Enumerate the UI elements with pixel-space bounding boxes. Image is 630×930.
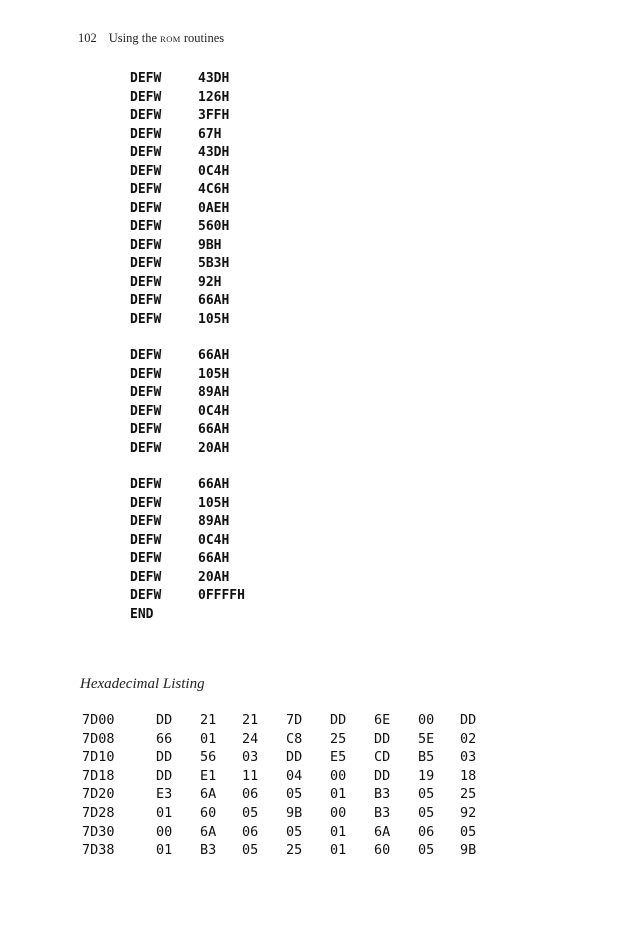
hex-address: 7D00: [82, 712, 115, 728]
code-operand: 66AH: [198, 477, 230, 492]
assembly-block-1: [130, 70, 229, 329]
hex-byte: 60: [374, 842, 391, 859]
hex-byte: B5: [418, 749, 435, 766]
hex-byte: 01: [330, 786, 347, 803]
running-title-smallcaps: ROM: [160, 34, 181, 44]
code-mnemonic: DEFW: [130, 477, 162, 492]
hex-byte: 03: [242, 749, 259, 766]
code-mnemonic: DEFW: [130, 440, 162, 456]
page-number: 102: [78, 31, 97, 45]
hex-byte: 05: [242, 804, 259, 821]
hex-byte: B3: [374, 786, 391, 803]
code-line: [130, 384, 229, 403]
code-mnemonic: END: [130, 606, 154, 622]
hex-byte: 21: [200, 712, 217, 728]
hex-address: 7D10: [82, 749, 115, 766]
hex-byte: DD: [374, 730, 391, 747]
code-line: [130, 569, 245, 588]
hex-byte: 02: [460, 730, 477, 747]
code-operand: 105H: [198, 495, 230, 511]
hex-byte: 05: [418, 842, 435, 859]
code-operand: 126H: [198, 89, 230, 105]
hex-byte: B3: [374, 804, 391, 821]
code-operand: 43DH: [198, 71, 230, 86]
hex-row: [82, 823, 502, 842]
code-mnemonic: DEFW: [130, 495, 162, 511]
code-operand: 105H: [198, 311, 230, 327]
code-operand: 5B3H: [198, 256, 230, 271]
hex-byte: 18: [460, 767, 477, 784]
code-operand: 66AH: [198, 551, 230, 566]
code-line: [130, 347, 229, 366]
hex-byte: DD: [156, 712, 173, 728]
code-operand: 105H: [198, 366, 230, 382]
hex-byte: 01: [200, 730, 217, 747]
code-mnemonic: DEFW: [130, 366, 162, 382]
hex-byte: 06: [242, 786, 259, 803]
code-mnemonic: DEFW: [130, 532, 162, 548]
code-mnemonic: DEFW: [130, 569, 162, 585]
hex-byte: E3: [156, 786, 173, 803]
hex-byte: DD: [156, 749, 173, 766]
hex-byte: B3: [200, 842, 217, 859]
hex-byte: 01: [156, 842, 173, 859]
hex-byte: 05: [242, 842, 259, 859]
code-line: [130, 587, 245, 606]
hex-row: [82, 804, 502, 823]
code-mnemonic: DEFW: [130, 71, 162, 86]
running-title-suffix: routines: [180, 31, 225, 45]
hex-byte: DD: [156, 767, 173, 784]
hex-byte: 01: [156, 804, 173, 821]
code-mnemonic: DEFW: [130, 89, 162, 105]
code-operand: 3FFH: [198, 108, 230, 123]
code-operand: 20AH: [198, 440, 230, 456]
code-mnemonic: DEFW: [130, 293, 162, 308]
code-mnemonic: DEFW: [130, 163, 162, 179]
hex-address: 7D20: [82, 786, 115, 803]
section-heading: Hexadecimal Listing: [80, 676, 205, 692]
code-line: [130, 126, 229, 145]
hex-byte: 66: [156, 730, 173, 747]
code-operand: 0C4H: [198, 532, 230, 548]
assembly-block-2: [130, 347, 229, 458]
code-mnemonic: DEFW: [130, 422, 162, 437]
hex-byte: 05: [286, 786, 303, 803]
code-line: [130, 476, 245, 495]
hex-byte: 01: [330, 842, 347, 859]
hex-byte: DD: [286, 749, 303, 766]
hex-address: 7D38: [82, 842, 115, 859]
code-operand: 66AH: [198, 348, 230, 363]
hex-byte: 05: [418, 786, 435, 803]
hex-byte: 6E: [374, 712, 391, 728]
hex-listing-table: [82, 711, 502, 860]
hex-byte: C8: [286, 730, 303, 747]
code-mnemonic: DEFW: [130, 126, 162, 142]
code-operand: 66AH: [198, 293, 230, 308]
hex-byte: 9B: [460, 842, 477, 859]
hex-byte: 9B: [286, 804, 303, 821]
code-operand: 66AH: [198, 422, 230, 437]
code-operand: 4C6H: [198, 182, 230, 197]
hex-address: 7D30: [82, 823, 115, 840]
hex-byte: 03: [460, 749, 477, 766]
hex-row: [82, 711, 502, 730]
hex-byte: CD: [374, 749, 391, 766]
code-line: [130, 163, 229, 182]
hex-byte: 6A: [200, 786, 217, 803]
hex-byte: 11: [242, 767, 259, 784]
hex-byte: 60: [200, 804, 217, 821]
hex-byte: 25: [460, 786, 477, 803]
hex-byte: E5: [330, 749, 347, 766]
running-title-prefix: Using the: [108, 31, 161, 45]
code-mnemonic: DEFW: [130, 145, 162, 160]
code-operand: 89AH: [198, 385, 230, 400]
code-line: [130, 237, 229, 256]
code-line: [130, 606, 245, 625]
hex-byte: 00: [330, 767, 347, 784]
code-mnemonic: DEFW: [130, 182, 162, 197]
hex-byte: 19: [418, 767, 435, 784]
code-operand: 0FFFFH: [198, 588, 245, 603]
code-operand: 560H: [198, 219, 230, 234]
hex-byte: 7D: [286, 712, 303, 728]
hex-byte: 05: [460, 823, 477, 840]
code-line: [130, 311, 229, 330]
hex-byte: E1: [200, 767, 217, 784]
hex-byte: 24: [242, 730, 259, 747]
hex-row: [82, 785, 502, 804]
hex-byte: 06: [418, 823, 435, 840]
hex-byte: 05: [418, 804, 435, 821]
code-line: [130, 550, 245, 569]
code-operand: 43DH: [198, 145, 230, 160]
hex-byte: 92: [460, 804, 477, 821]
hex-address: 7D08: [82, 730, 115, 747]
code-operand: 9BH: [198, 237, 222, 253]
hex-byte: 01: [330, 823, 347, 840]
hex-byte: 06: [242, 823, 259, 840]
code-operand: 92H: [198, 274, 222, 290]
assembly-block-3: [130, 476, 245, 624]
code-line: [130, 495, 245, 514]
code-operand: 20AH: [198, 569, 230, 585]
code-mnemonic: DEFW: [130, 108, 162, 123]
code-mnemonic: DEFW: [130, 385, 162, 400]
code-operand: 0C4H: [198, 163, 230, 179]
code-mnemonic: DEFW: [130, 256, 162, 271]
hex-byte: 56: [200, 749, 217, 766]
code-line: [130, 255, 229, 274]
code-operand: 0AEH: [198, 200, 230, 216]
code-line: [130, 292, 229, 311]
code-mnemonic: DEFW: [130, 514, 162, 529]
hex-byte: 25: [286, 842, 303, 859]
hex-byte: 5E: [418, 730, 435, 747]
hex-row: [82, 767, 502, 786]
code-operand: 89AH: [198, 514, 230, 529]
hex-address: 7D18: [82, 767, 115, 784]
code-mnemonic: DEFW: [130, 219, 162, 234]
code-line: [130, 403, 229, 422]
code-line: [130, 440, 229, 459]
code-line: [130, 513, 245, 532]
hex-byte: 25: [330, 730, 347, 747]
hex-byte: 00: [156, 823, 173, 840]
code-mnemonic: DEFW: [130, 237, 162, 253]
code-line: [130, 218, 229, 237]
hex-row: [82, 841, 502, 860]
hex-byte: DD: [374, 767, 391, 784]
code-line: [130, 200, 229, 219]
hex-byte: DD: [460, 712, 477, 728]
hex-byte: 04: [286, 767, 303, 784]
hex-address: 7D28: [82, 804, 115, 821]
code-line: [130, 181, 229, 200]
code-line: [130, 366, 229, 385]
code-line: [130, 89, 229, 108]
hex-byte: 21: [242, 712, 259, 728]
hex-byte: 00: [330, 804, 347, 821]
hex-byte: DD: [330, 712, 347, 728]
code-mnemonic: DEFW: [130, 348, 162, 363]
hex-row: [82, 748, 502, 767]
hex-byte: 00: [418, 712, 435, 728]
hex-byte: 6A: [200, 823, 217, 840]
code-mnemonic: DEFW: [130, 588, 162, 603]
code-line: [130, 421, 229, 440]
hex-byte: 6A: [374, 823, 391, 840]
code-line: [130, 532, 245, 551]
code-mnemonic: DEFW: [130, 551, 162, 566]
code-operand: 0C4H: [198, 403, 230, 419]
code-mnemonic: DEFW: [130, 274, 162, 290]
code-mnemonic: DEFW: [130, 200, 162, 216]
code-line: [130, 144, 229, 163]
code-line: [130, 274, 229, 293]
code-mnemonic: DEFW: [130, 403, 162, 419]
code-mnemonic: DEFW: [130, 311, 162, 327]
running-head: [78, 31, 224, 46]
code-line: [130, 70, 229, 89]
hex-byte: 05: [286, 823, 303, 840]
code-operand: 67H: [198, 126, 222, 142]
code-line: [130, 107, 229, 126]
hex-row: [82, 730, 502, 749]
